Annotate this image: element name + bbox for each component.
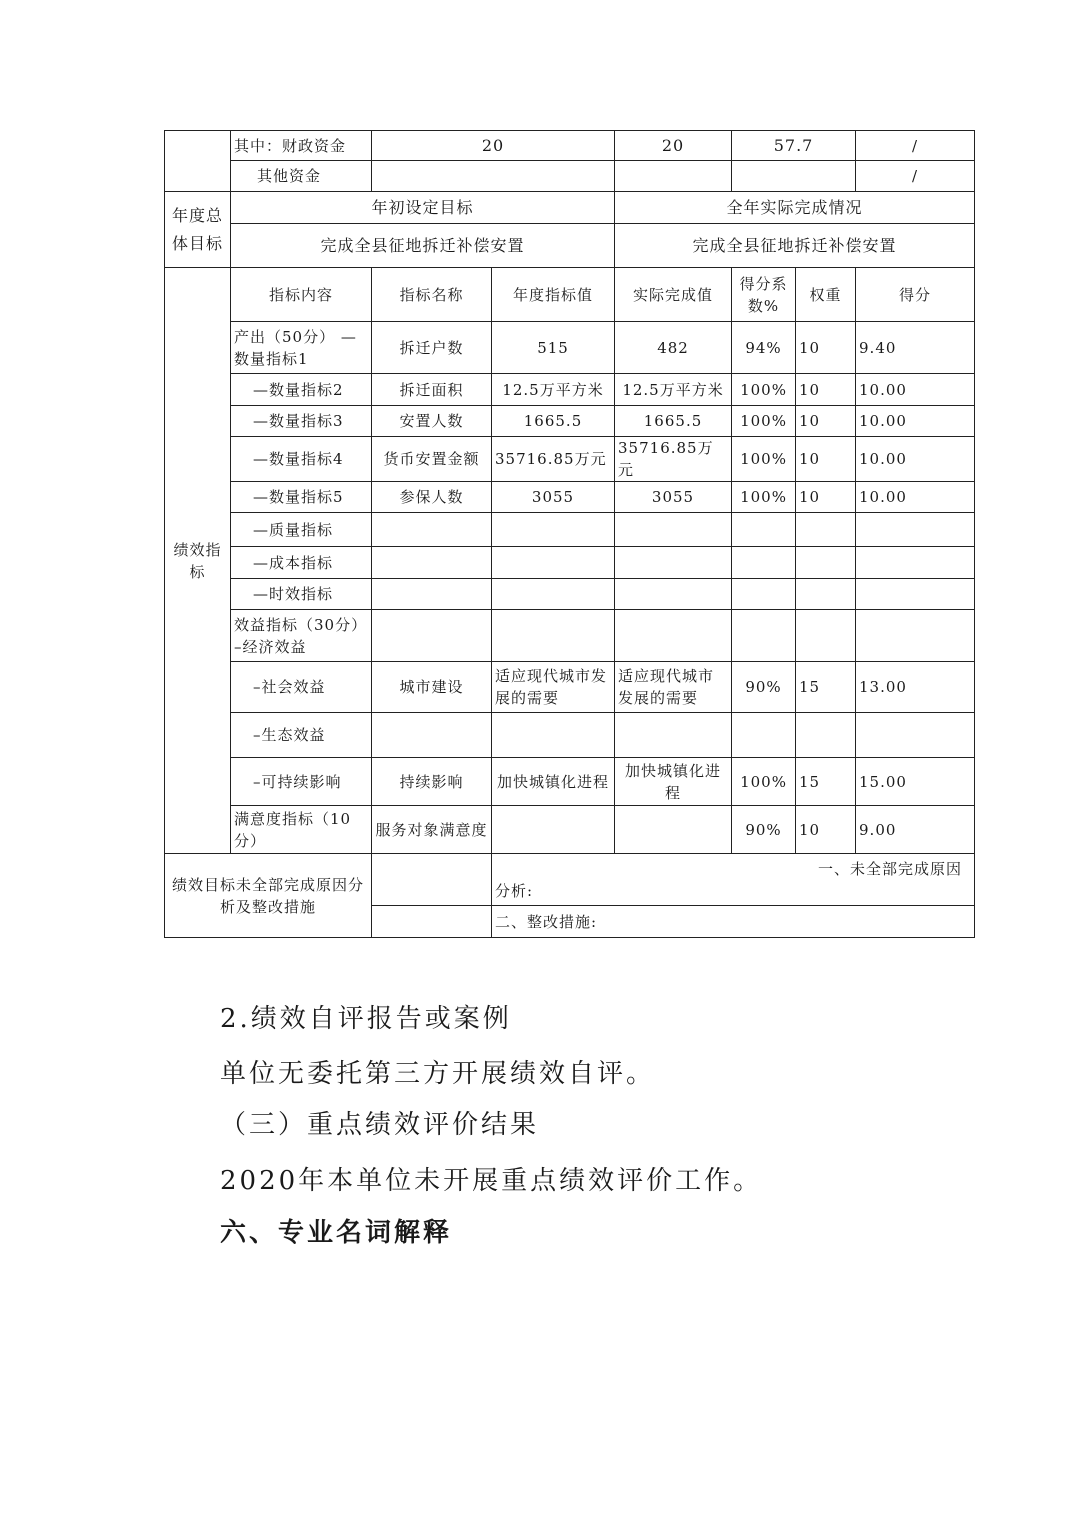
indicator-weight — [796, 579, 856, 610]
indicator-coefficient — [732, 610, 796, 662]
column-header: 指标名称 — [372, 268, 492, 322]
indicator-coefficient — [732, 713, 796, 758]
indicator-score: 10.00 — [856, 482, 975, 513]
annual-goal-initial-header: 年初设定目标 — [231, 192, 615, 224]
analysis-blank-cell — [372, 906, 492, 938]
indicator-coefficient: 100% — [732, 374, 796, 406]
indicator-row — [165, 806, 975, 854]
indicator-row — [165, 374, 975, 406]
indicator-coefficient: 90% — [732, 662, 796, 713]
indicators-section-label: 绩效指标 — [165, 268, 231, 854]
indicator-coefficient: 90% — [732, 806, 796, 854]
column-header: 得分系数% — [732, 268, 796, 322]
indicator-weight: 10 — [796, 806, 856, 854]
indicator-weight: 10 — [796, 437, 856, 482]
analysis-label: 绩效目标未全部完成原因分析及整改措施 — [165, 854, 372, 938]
indicator-score — [856, 713, 975, 758]
indicator-content: —成本指标 — [231, 547, 372, 579]
indicator-score: 13.00 — [856, 662, 975, 713]
indicator-row — [165, 406, 975, 437]
indicator-weight — [796, 610, 856, 662]
column-header: 指标内容 — [231, 268, 372, 322]
indicator-weight — [796, 513, 856, 547]
indicator-row — [165, 758, 975, 806]
indicator-actual: 35716.85万元 — [615, 437, 732, 482]
funding-value — [372, 161, 615, 192]
indicator-target — [492, 806, 615, 854]
indicator-content: –可持续影响 — [231, 758, 372, 806]
indicator-row — [165, 547, 975, 579]
indicator-actual: 加快城镇化进程 — [615, 758, 732, 806]
analysis-measures: 二、整改措施: — [492, 906, 975, 938]
indicator-name — [372, 579, 492, 610]
indicator-name — [372, 713, 492, 758]
indicator-score: 10.00 — [856, 406, 975, 437]
indicator-content: 效益指标（30分） –经济效益 — [231, 610, 372, 662]
paragraph-self-eval-title: 2.绩效自评报告或案例 — [220, 1004, 512, 1034]
indicator-row — [165, 662, 975, 713]
indicator-content: —时效指标 — [231, 579, 372, 610]
indicator-content: —数量指标4 — [231, 437, 372, 482]
indicator-weight: 10 — [796, 322, 856, 374]
funding-value — [615, 161, 732, 192]
indicator-row — [165, 437, 975, 482]
column-header: 权重 — [796, 268, 856, 322]
indicator-name — [372, 547, 492, 579]
indicator-target — [492, 610, 615, 662]
indicator-content: —数量指标5 — [231, 482, 372, 513]
funding-value: 20 — [615, 131, 732, 161]
annual-goal-header-row — [165, 192, 975, 224]
indicator-score — [856, 547, 975, 579]
indicator-actual — [615, 713, 732, 758]
indicator-content: —质量指标 — [231, 513, 372, 547]
indicator-actual: 1665.5 — [615, 406, 732, 437]
indicator-content: —数量指标3 — [231, 406, 372, 437]
column-header: 得分 — [856, 268, 975, 322]
funding-label-cell — [165, 131, 231, 192]
column-header: 实际完成值 — [615, 268, 732, 322]
indicator-coefficient: 94% — [732, 322, 796, 374]
indicator-content: –生态效益 — [231, 713, 372, 758]
indicator-target — [492, 713, 615, 758]
paragraph-key-eval-body: 2020年本单位未开展重点绩效评价工作。 — [220, 1166, 763, 1196]
annual-goal-label: 年度总体目标 — [165, 192, 231, 268]
indicator-score: 9.00 — [856, 806, 975, 854]
indicator-content: 满意度指标（10分） — [231, 806, 372, 854]
indicator-actual — [615, 610, 732, 662]
indicator-content: —数量指标2 — [231, 374, 372, 406]
funding-value — [732, 161, 856, 192]
funding-label: 其他资金 — [231, 161, 372, 192]
indicator-row — [165, 610, 975, 662]
indicator-row — [165, 713, 975, 758]
indicator-target — [492, 579, 615, 610]
indicator-name: 服务对象满意度 — [372, 806, 492, 854]
indicator-row — [165, 579, 975, 610]
indicator-name: 持续影响 — [372, 758, 492, 806]
paragraph-key-eval-title: （三）重点绩效评价结果 — [220, 1110, 540, 1140]
indicator-target: 加快城镇化进程 — [492, 758, 615, 806]
analysis-blank-cell — [372, 854, 492, 906]
section-heading-glossary: 六、专业名词解释 — [220, 1218, 453, 1248]
funding-value: / — [856, 131, 975, 161]
indicator-target: 3055 — [492, 482, 615, 513]
indicator-name — [372, 610, 492, 662]
indicator-coefficient: 100% — [732, 758, 796, 806]
indicator-name: 货币安置金额 — [372, 437, 492, 482]
indicator-score: 10.00 — [856, 374, 975, 406]
indicator-coefficient: 100% — [732, 437, 796, 482]
indicator-name: 安置人数 — [372, 406, 492, 437]
indicator-target: 515 — [492, 322, 615, 374]
indicator-coefficient — [732, 579, 796, 610]
indicator-name: 拆迁户数 — [372, 322, 492, 374]
indicator-target: 35716.85万元 — [492, 437, 615, 482]
annual-goal-actual-value: 完成全县征地拆迁补偿安置 — [615, 224, 975, 268]
funding-row — [165, 161, 975, 192]
indicator-name — [372, 513, 492, 547]
indicator-score — [856, 513, 975, 547]
indicator-actual: 适应现代城市发展的需要 — [615, 662, 732, 713]
indicator-weight: 15 — [796, 758, 856, 806]
indicator-row — [165, 482, 975, 513]
indicator-target: 1665.5 — [492, 406, 615, 437]
indicator-weight: 15 — [796, 662, 856, 713]
indicator-score: 15.00 — [856, 758, 975, 806]
funding-value: / — [856, 161, 975, 192]
indicator-coefficient — [732, 547, 796, 579]
indicator-weight — [796, 713, 856, 758]
indicator-actual: 12.5万平方米 — [615, 374, 732, 406]
indicator-target: 12.5万平方米 — [492, 374, 615, 406]
indicator-name: 参保人数 — [372, 482, 492, 513]
annual-goal-actual-header: 全年实际完成情况 — [615, 192, 975, 224]
annual-goal-value-row — [165, 224, 975, 268]
indicator-target: 适应现代城市发展的需要 — [492, 662, 615, 713]
indicator-name: 拆迁面积 — [372, 374, 492, 406]
indicator-actual — [615, 547, 732, 579]
indicator-actual — [615, 806, 732, 854]
indicator-content: –社会效益 — [231, 662, 372, 713]
indicator-weight: 10 — [796, 374, 856, 406]
funding-label: 其中：财政资金 — [231, 131, 372, 161]
annual-goal-initial-value: 完成全县征地拆迁补偿安置 — [231, 224, 615, 268]
paragraph-self-eval-body: 单位无委托第三方开展绩效自评。 — [220, 1059, 656, 1089]
indicator-target — [492, 513, 615, 547]
indicator-coefficient: 100% — [732, 482, 796, 513]
indicator-row — [165, 322, 975, 374]
indicator-actual — [615, 579, 732, 610]
indicator-score: 9.40 — [856, 322, 975, 374]
indicator-coefficient: 100% — [732, 406, 796, 437]
analysis-reason-cell — [492, 854, 975, 906]
indicator-weight: 10 — [796, 482, 856, 513]
indicator-score — [856, 610, 975, 662]
analysis-row — [165, 854, 975, 906]
indicator-score: 10.00 — [856, 437, 975, 482]
funding-value: 20 — [372, 131, 615, 161]
indicator-actual: 482 — [615, 322, 732, 374]
funding-value: 57.7 — [732, 131, 856, 161]
indicator-actual: 3055 — [615, 482, 732, 513]
indicator-score — [856, 579, 975, 610]
indicator-content: 产出（50分） —数量指标1 — [231, 322, 372, 374]
indicator-row — [165, 513, 975, 547]
analysis-reason-line2: 分析: — [495, 882, 534, 900]
indicator-weight: 10 — [796, 406, 856, 437]
indicator-actual — [615, 513, 732, 547]
performance-table — [164, 130, 975, 938]
column-header: 年度指标值 — [492, 268, 615, 322]
indicator-name: 城市建设 — [372, 662, 492, 713]
indicator-weight — [796, 547, 856, 579]
analysis-reason-line1: 一、未全部完成原因 — [818, 860, 963, 878]
funding-row — [165, 131, 975, 161]
indicator-coefficient — [732, 513, 796, 547]
indicator-target — [492, 547, 615, 579]
indicator-header-row — [165, 268, 975, 322]
